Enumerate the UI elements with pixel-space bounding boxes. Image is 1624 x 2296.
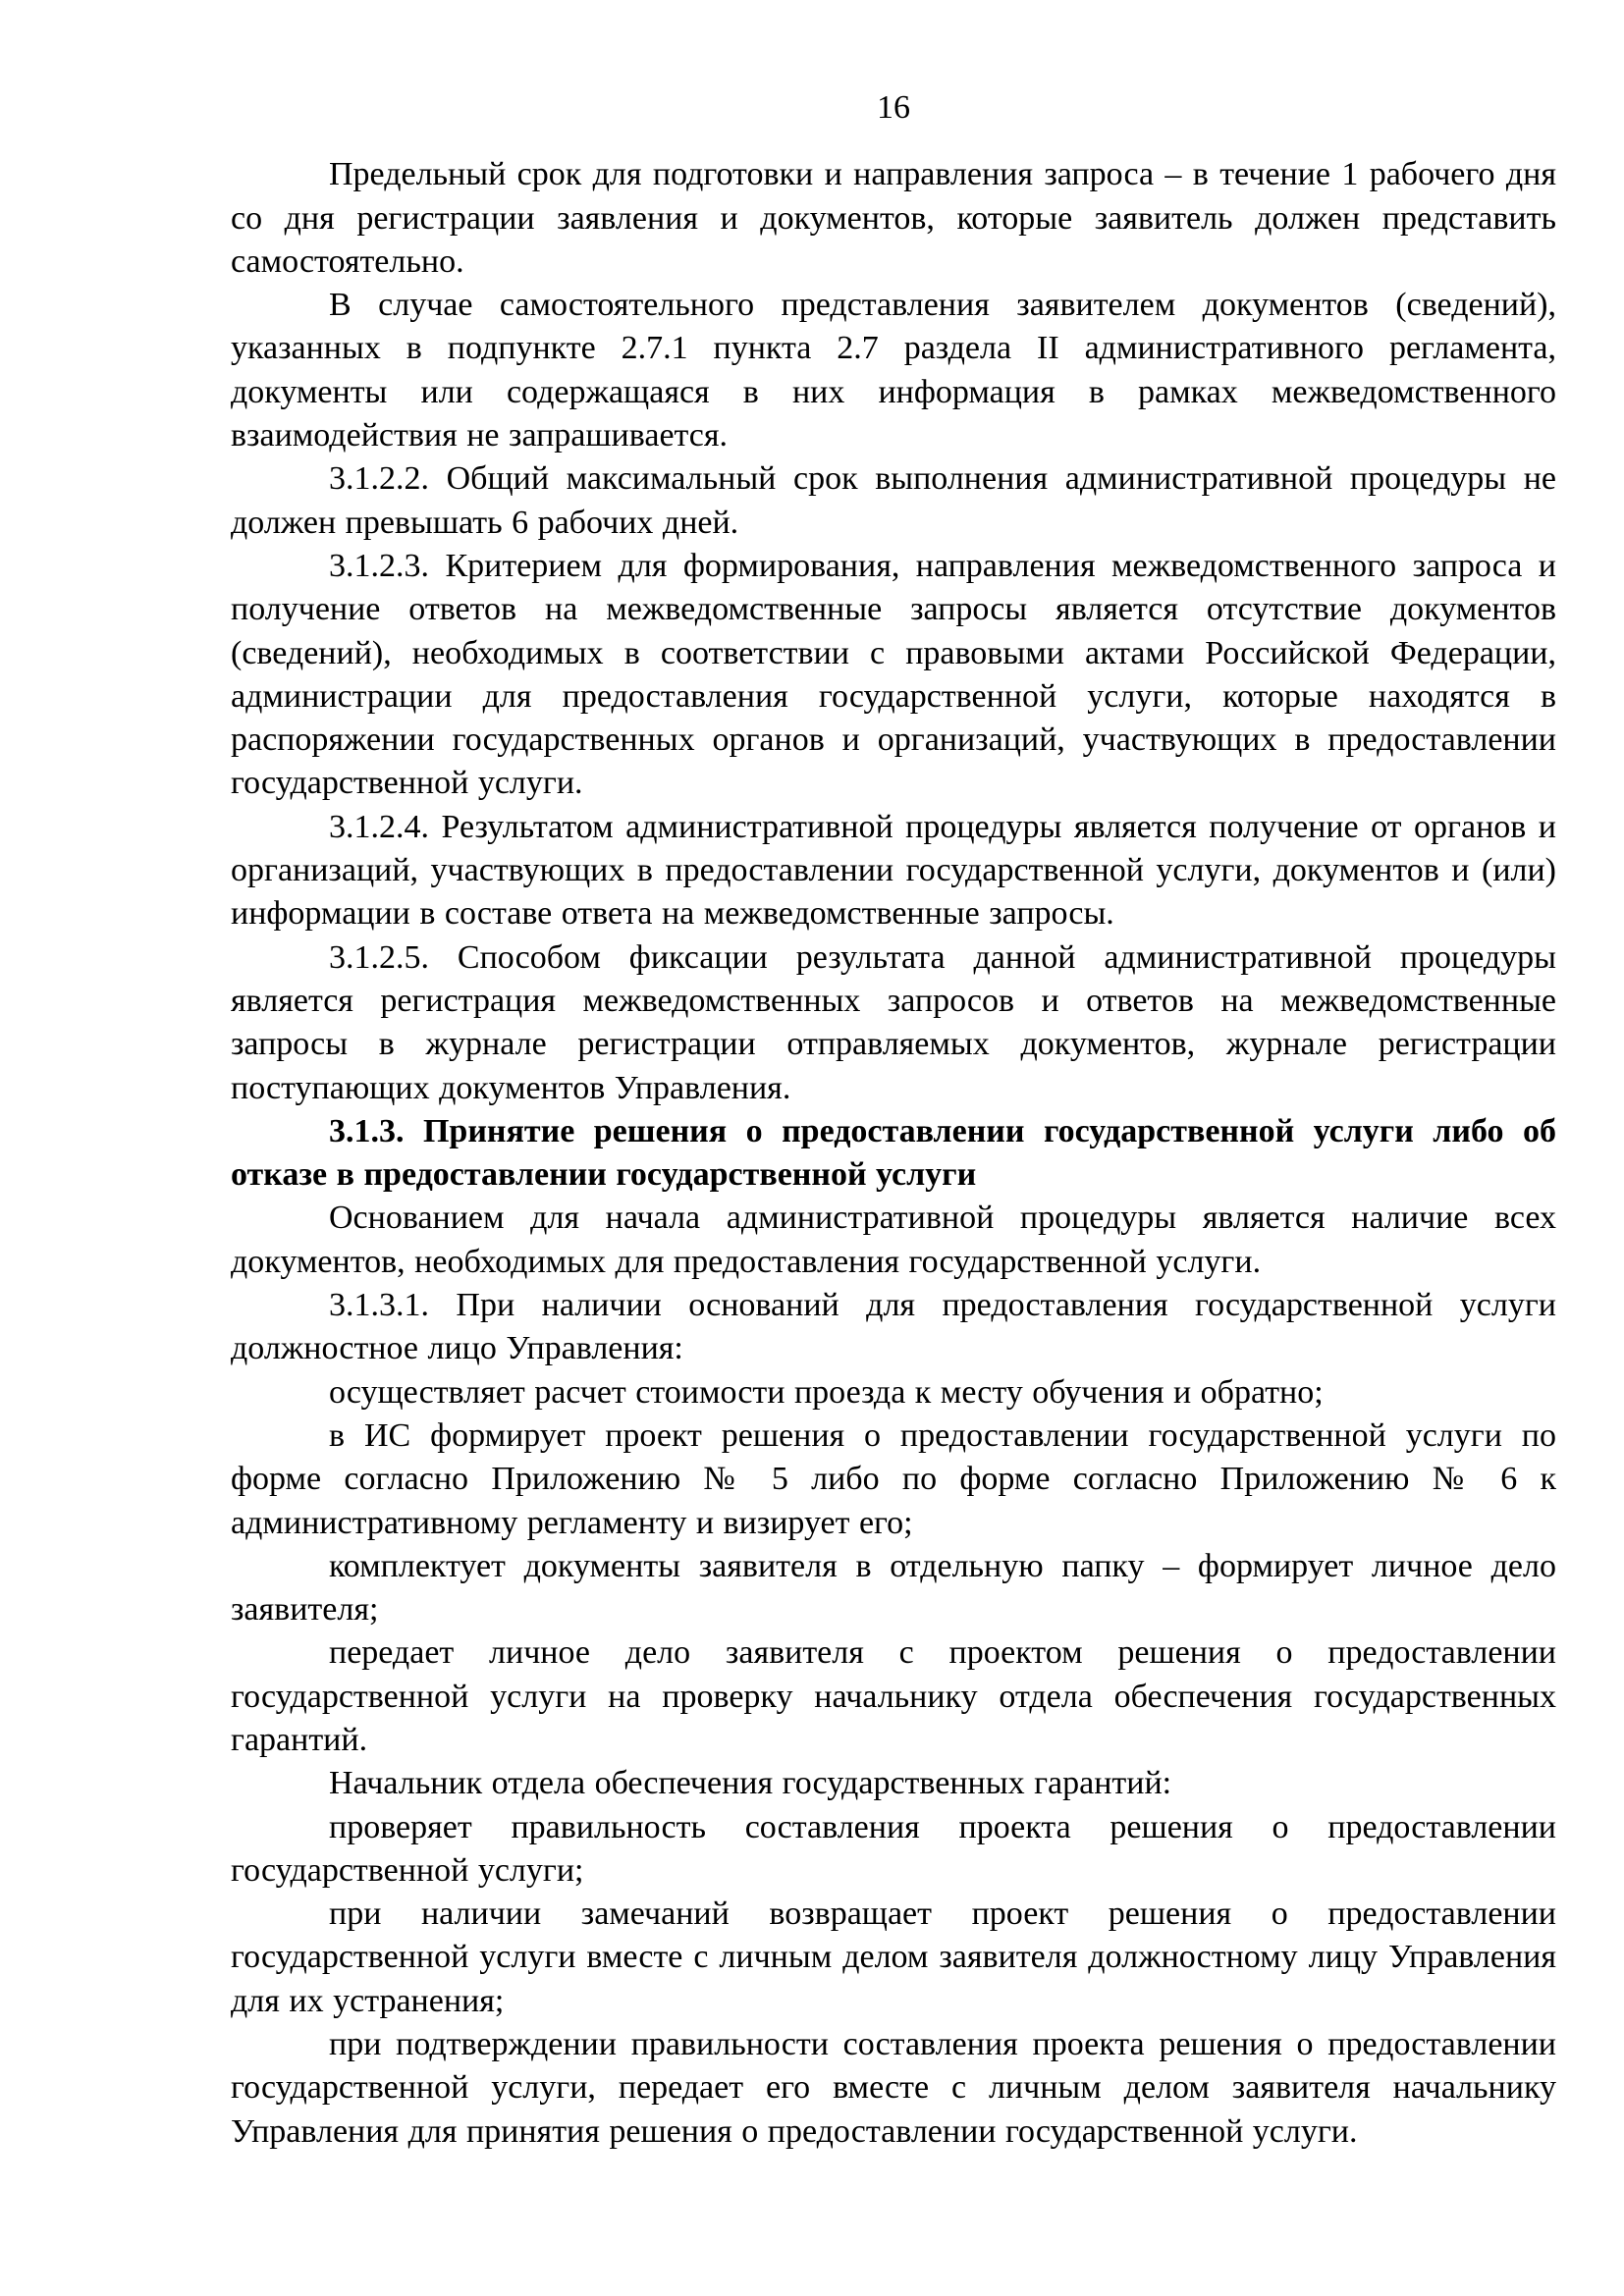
list-item-travel-cost-calculation: осуществляет расчет стоимости проезда к месту обучения и обратно; [329,1373,1324,1411]
paragraph-3-1-3-1: 3.1.3.1. При наличии оснований для предоставления государственной услуги должностное лицо Управления: [231,1287,1556,1367]
list-item-confirms-and-transfers: при подтверждении правильности составления проекта решения о предоставлении государственной услуги, передает его вместе с личным делом заявителя начальнику Управления для принятия решения о предоставлении государственной услуги. [231,2026,1556,2150]
section-heading-3-1-3: 3.1.3. Принятие решения о предоставлении государственной услуги либо об отказе в предоставлении государственной услуги [231,1112,1556,1194]
list-item-verifies-draft: проверяет правильность составления проекта решения о предоставлении государственной услуги; [231,1808,1556,1889]
paragraph-3-1-2-5: 3.1.2.5. Способом фиксации результата данной административной процедуры является регистрация межведомственных запросов и ответов на межведомственные запросы в журнале регистрации отправляемых документов, журнале регистрации поступающих документов Управления. [231,938,1556,1106]
list-item-transfer-for-check: передает личное дело заявителя с проектом решения о предоставлении государственной услуги на проверку начальнику отдела обеспечения государственных гарантий. [231,1634,1556,1758]
paragraph-max-request-term: Предельный срок для подготовки и направления запроса – в течение 1 рабочего дня со дня регистрации заявления и документов, которые заявитель должен представить самостоятельно. [231,156,1556,280]
paragraph-procedure-basis: Основанием для начала административной процедуры является наличие всех документов, необходимых для предоставления государственной услуги. [231,1200,1556,1280]
page-number: 16 [877,89,910,126]
paragraph-self-submission: В случае самостоятельного представления заявителем документов (сведений), указанных в подпункте 2.7.1 пункта 2.7 раздела II административного регламента, документы или содержащаяся в них информация в рамках межведомственного взаимодействия не запрашивается. [231,287,1556,454]
paragraph-department-head: Начальник отдела обеспечения государственных гарантий: [329,1765,1172,1802]
paragraph-3-1-2-2: 3.1.2.2. Общий максимальный срок выполнения административной процедуры не должен превышать 6 рабочих дней. [231,460,1556,541]
list-item-returns-with-remarks: при наличии замечаний возвращает проект решения о предоставлении государственной услуги вместе с личным делом заявителя должностному лицу Управления для их устранения; [231,1896,1556,2019]
paragraph-3-1-2-3: 3.1.2.3. Критерием для формирования, направления межведомственного запроса и получение ответов на межведомственные запросы является отсутствие документов (сведений), необходимых в соответствии с правовыми актами Российской Федерации, администрации для предоставления государственной услуги, которые находятся в распоряжении государственных органов и организаций, участвующих в предоставлении государственной услуги. [231,547,1556,802]
paragraph-3-1-2-4: 3.1.2.4. Результатом административной процедуры является получение от органов и организаций, участвующих в предоставлении государственной услуги, документов и (или) информации в составе ответа на межведомственные запросы. [231,808,1556,933]
list-item-personal-file: комплектует документы заявителя в отдельную папку – формирует личное дело заявителя; [231,1547,1556,1629]
list-item-is-draft-decision: в ИС формирует проект решения о предоставлении государственной услуги по форме согласно Приложению № 5 либо по форме согласно Приложению № 6 к административному регламенту и визирует его; [231,1416,1556,1541]
